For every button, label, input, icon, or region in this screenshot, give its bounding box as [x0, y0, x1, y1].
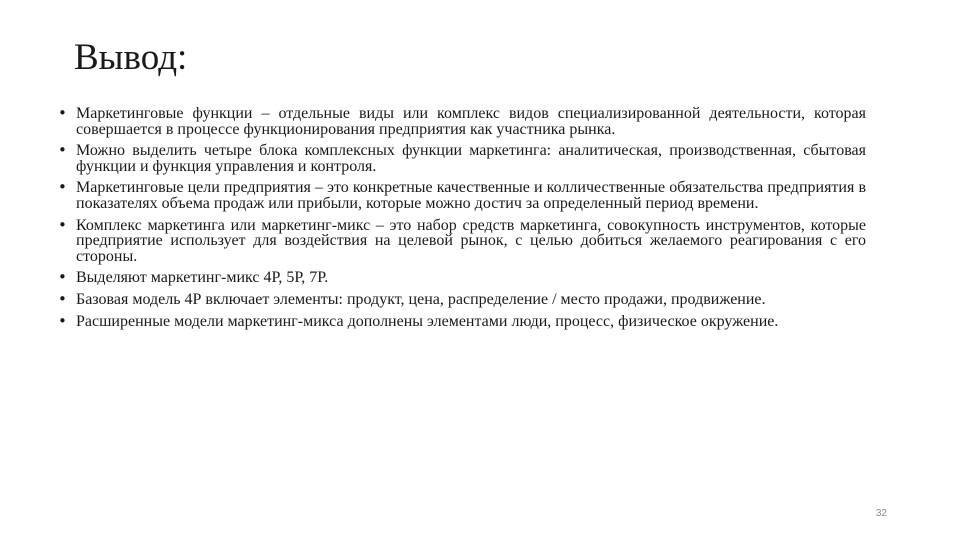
bullet-icon: • — [58, 104, 67, 122]
bullet-icon: • — [58, 311, 67, 330]
bullet-icon: • — [58, 178, 67, 197]
list-item — [58, 180, 866, 211]
bullet-text: Расширенные модели маркетинг-микса дополнены элементами люди, процесс, физическое окружение. — [76, 312, 779, 330]
list-item — [58, 215, 866, 265]
page-number: 32 — [875, 508, 887, 519]
list-item — [58, 270, 866, 286]
list-item — [58, 106, 866, 137]
bullet-icon: • — [58, 215, 67, 234]
bullet-text: Комплекс маркетинга или маркетинг-микс – это набор средств маркетинга, совокупность инструментов, которые предприятие использует для воздействия на целевой рынок, с целью добиться желаемого реагирования с его стороны. — [76, 216, 866, 265]
bullet-text: Базовая модель 4Р включает элементы: продукт, цена, распределение / место продажи, продвижение. — [76, 290, 766, 308]
bullet-icon: • — [58, 289, 67, 308]
bullet-text: Можно выделить четыре блока комплексных функции маркетинга: аналитическая, производственная, сбытовая функции и функция управления и контроля. — [76, 142, 866, 175]
bullet-icon: • — [58, 141, 67, 160]
list-item — [58, 289, 866, 308]
slide-title: Вывод: — [74, 37, 188, 78]
list-item — [58, 143, 866, 174]
bullet-text: Маркетинговые цели предприятия – это конкретные качественные и колличественные обязательства предприятия в показателях объема продаж или прибыли, которые можно достич за определенный период времени. — [76, 179, 866, 212]
bullet-icon: • — [58, 268, 67, 287]
list-item — [58, 311, 866, 330]
bullet-text: Маркетинговые функции – отдельные виды или комплекс видов специализированной деятельности, которая совершается в процессе функционирования предприятия как участника рынка. — [76, 105, 866, 138]
bullet-text: Выделяют маркетинг-микс 4Р, 5Р, 7Р. — [76, 269, 329, 287]
bullet-list — [58, 106, 866, 335]
